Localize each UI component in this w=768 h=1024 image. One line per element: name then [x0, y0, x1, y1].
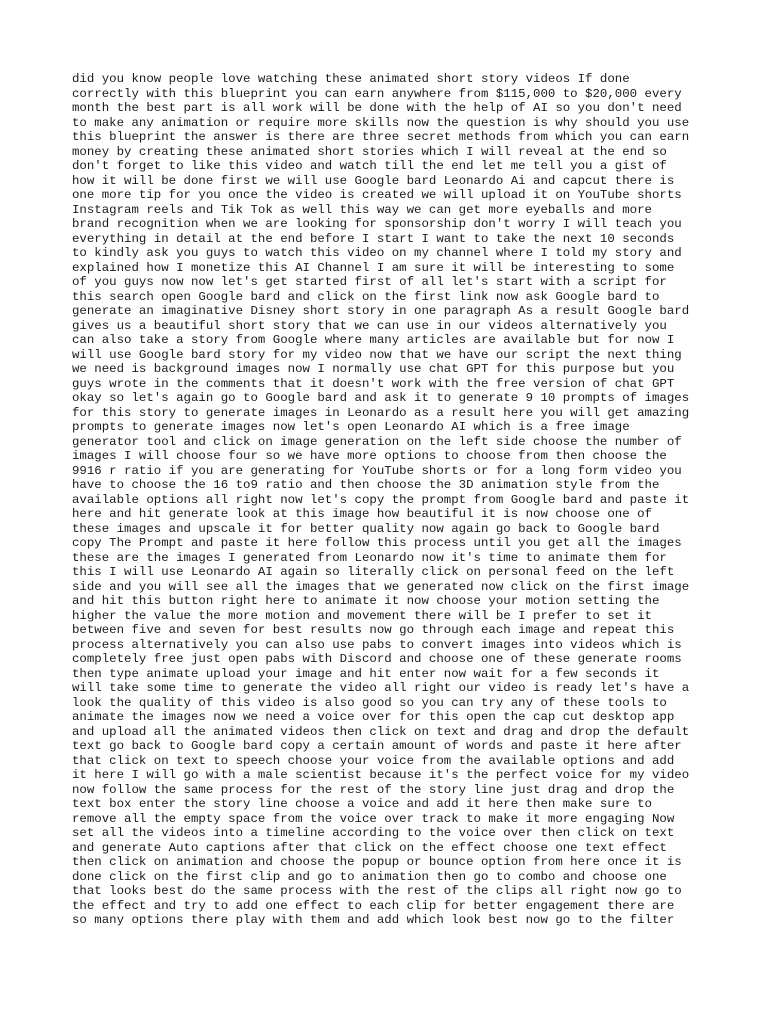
text-line: completely free just open pabs with Discord and choose one of these generate rooms: [72, 652, 682, 666]
text-line: don't forget to like this video and watch till the end let me tell you a gist of: [72, 159, 667, 173]
text-line: copy The Prompt and paste it here follow this process until you get all the images: [72, 536, 682, 550]
text-line: process alternatively you can also use pabs to convert images into videos which is: [72, 637, 682, 652]
text-line: and hit this button right here to animate it now choose your motion setting the: [72, 594, 660, 608]
text-line: for this story to generate images in Leonardo as a result here you will get amazing: [72, 405, 690, 420]
text-line: will take some time to generate the video all right our video is ready let's have a: [72, 681, 690, 695]
text-line: look the quality of this video is also good so you can try any of these tools to: [72, 695, 667, 710]
text-line: set all the videos into a timeline according to the voice over then click on text: [72, 826, 675, 840]
text-line: images I will choose four so we have more options to choose from then choose the: [72, 449, 667, 463]
text-line: guys wrote in the comments that it doesn't work with the free version of chat GPT: [72, 376, 675, 391]
text-line: text box enter the story line choose a voice and add it here then make sure to: [72, 797, 652, 811]
text-line: can also take a story from Google where many articles are available but for now I: [72, 333, 675, 347]
text-line: will use Google bard story for my video now that we have our script the next thing: [72, 347, 682, 362]
text-line: generator tool and click on image generation on the left side choose the number of: [72, 434, 682, 449]
text-line: Instagram reels and Tik Tok as well this way we can get more eyeballs and more: [72, 202, 652, 217]
text-line: correctly with this blueprint you can earn anywhere from $115,000 to $20,000 every: [72, 86, 682, 101]
text-line: this blueprint the answer is there are three secret methods from which you can earn: [72, 130, 690, 144]
text-line: that looks best do the same process with the rest of the clips all right now go to: [72, 884, 682, 898]
text-line: available options all right now let's copy the prompt from Google bard and paste it: [72, 492, 690, 507]
text-line: okay so let's again go to Google bard and ask it to generate 9 10 prompts of images: [72, 391, 690, 405]
text-line: did you know people love watching these animated short story videos If done: [72, 72, 630, 86]
text-line: to make any animation or require more skills now the question is why should you use: [72, 115, 690, 130]
text-line: these are the images I generated from Leonardo now it's time to animate them for: [72, 550, 667, 565]
text-line: then click on animation and choose the popup or bounce option from here once it is: [72, 855, 682, 869]
text-line: side and you will see all the images that we generated now click on the first image: [72, 579, 690, 594]
text-line: we need is background images now I normally use chat GPT for this purpose but you: [72, 362, 675, 376]
text-line: that click on text to speech choose your voice from the available options and add: [72, 753, 675, 768]
text-line: and generate Auto captions after that click on the effect choose one text effect: [72, 840, 667, 855]
text-line: and upload all the animated videos then click on text and drag and drop the default: [72, 724, 690, 739]
text-line: this I will use Leonardo AI again so literally click on personal feed on the left: [72, 565, 675, 579]
text-line: done click on the first clip and go to animation then go to combo and choose one: [72, 869, 667, 884]
text-line: to kindly ask you guys to watch this video on my channel where I told my story and: [72, 246, 682, 260]
text-line: gives us a beautiful short story that we can use in our videos alternatively you: [72, 318, 667, 333]
text-line: 9916 r ratio if you are generating for YouTube shorts or for a long form video you: [72, 463, 682, 478]
text-line: explained how I monetize this AI Channel I am sure it will be interesting to some: [72, 260, 675, 275]
text-line: then type animate upload your image and hit enter now wait for a few seconds it: [72, 666, 660, 681]
text-line: here and hit generate look at this image how beautiful it is now choose one of: [72, 507, 652, 521]
text-line: higher the value the more motion and movement there will be I prefer to set it: [72, 608, 652, 623]
text-line: month the best part is all work will be done with the help of AI so you don't need: [72, 101, 682, 115]
text-line: prompts to generate images now let's open Leonardo AI which is a free image: [72, 420, 630, 434]
text-line: so many options there play with them and add which look best now go to the filter: [72, 913, 675, 927]
transcript-text: [72, 72, 712, 928]
text-line: between five and seven for best results now go through each image and repeat this: [72, 623, 675, 637]
text-line: remove all the empty space from the voice over track to make it more engaging Now: [72, 811, 675, 826]
text-line: have to choose the 16 to9 ratio and then choose the 3D animation style from the: [72, 478, 660, 492]
text-line: generate an imaginative Disney short story in one paragraph As a result Google bard: [72, 304, 690, 318]
text-line: money by creating these animated short stories which I will reveal at the end so: [72, 144, 667, 159]
text-line: one more tip for you once the video is created we will upload it on YouTube shorts: [72, 188, 682, 202]
text-line: everything in detail at the end before I start I want to take the next 10 seconds: [72, 231, 675, 246]
text-line: how it will be done first we will use Google bard Leonardo Ai and capcut there is: [72, 173, 675, 188]
text-line: these images and upscale it for better quality now again go back to Google bard: [72, 521, 660, 536]
text-line: the effect and try to add one effect to each clip for better engagement there are: [72, 898, 675, 913]
text-line: this search open Google bard and click on the first link now ask Google bard to: [72, 289, 660, 304]
text-line: text go back to Google bard copy a certain amount of words and paste it here after: [72, 739, 682, 753]
text-line: now follow the same process for the rest of the story line just drag and drop the: [72, 782, 675, 797]
text-line: it here I will go with a male scientist because it's the perfect voice for my video: [72, 768, 690, 782]
text-line: brand recognition when we are looking for sponsorship don't worry I will teach you: [72, 217, 682, 231]
text-line: of you guys now now let's get started first of all let's start with a script for: [72, 275, 667, 289]
text-line: animate the images now we need a voice over for this open the cap cut desktop app: [72, 710, 675, 724]
